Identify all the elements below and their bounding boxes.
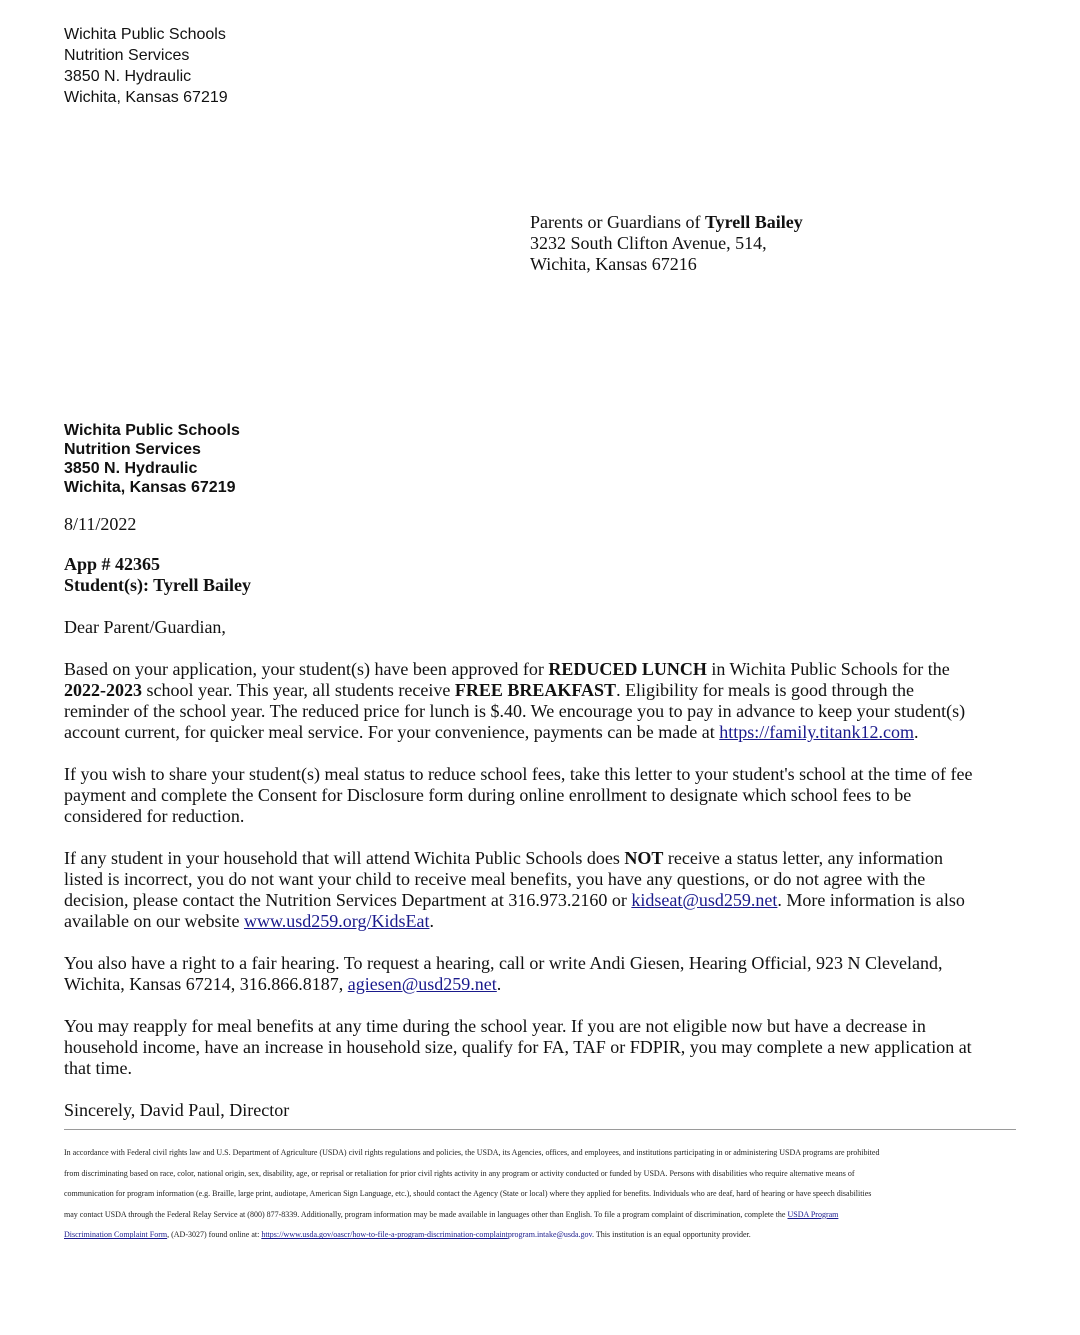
letter-date: 8/11/2022 <box>64 514 137 534</box>
text: account current, for quicker meal service. For your convenience, payments can be made at <box>64 722 720 742</box>
footer-text: . This institution is an equal opportunity provider. <box>592 1230 751 1240</box>
hearing-paragraph <box>64 953 1024 995</box>
text: . More information is also <box>777 890 965 910</box>
text: listed is incorrect, you do not want your child to receive meal benefits, you have any questions, or do not agree with the <box>64 869 926 889</box>
text: . Eligibility for meals is good through the <box>616 680 915 700</box>
emphasis-not: NOT <box>624 848 664 868</box>
sender-line: Wichita, Kansas 67219 <box>64 479 236 496</box>
text: available on our website <box>64 911 244 931</box>
contact-paragraph <box>64 848 1024 932</box>
sender-line: Nutrition Services <box>64 441 201 458</box>
sender-line: 3850 N. Hydraulic <box>64 460 198 477</box>
recipient-prefix: Parents or Guardians of <box>530 212 705 232</box>
text: receive a status letter, any information <box>663 848 944 868</box>
recipient-student-name: Tyrell Bailey <box>704 212 803 232</box>
text: in Wichita Public Schools for the <box>706 659 950 679</box>
text: Based on your application, your student(s) have been approved for <box>64 659 549 679</box>
salutation: Dear Parent/Guardian, <box>64 617 226 637</box>
program-intake-email[interactable]: program.intake@usda.gov <box>507 1230 593 1240</box>
return-address-line: Wichita Public Schools <box>64 26 226 43</box>
fee-reduction-paragraph <box>64 764 1024 827</box>
recipient-line: 3232 South Clifton Avenue, 514, <box>530 233 767 253</box>
reapply-paragraph <box>64 1016 1024 1079</box>
text: school year. This year, all students receive <box>142 680 455 700</box>
text: You also have a right to a fair hearing. To request a hearing, call or write Andi Giesen, Hearing Official, 923 N Cleveland, <box>64 953 943 973</box>
text: You may reapply for meal benefits at any time during the school year. If you are not eligible now but have a decrease in <box>64 1016 926 1036</box>
text: considered for reduction. <box>64 806 245 826</box>
footer-text: may contact USDA through the Federal Relay Service at (800) 877-8339. Additionally, program information may be made available in languages other than English. To file a program complaint of discrimination, complete the <box>64 1209 788 1219</box>
recipient-line <box>530 212 803 233</box>
app-number: App # 42365 <box>64 554 161 574</box>
sender-address <box>64 421 240 497</box>
recipient-address <box>530 212 803 275</box>
text: household income, have an increase in household size, qualify for FA, TAF or FDPIR, you may complete a new application at <box>64 1037 972 1057</box>
return-address-line: Nutrition Services <box>64 47 190 64</box>
kidseat-email-link[interactable]: kidseat@usd259.net <box>631 890 778 910</box>
return-address <box>64 24 228 108</box>
text: Wichita, Kansas 67214, 316.866.8187, <box>64 974 348 994</box>
text: reminder of the school year. The reduced price for lunch is $.40. We encourage you to pay in advance to keep your student(s) <box>64 701 966 721</box>
footer-divider <box>64 1129 1016 1130</box>
text: . <box>496 974 502 994</box>
complaint-url-link[interactable]: https://www.usda.gov/oascr/how-to-file-a-program-discrimination-complaint <box>261 1230 508 1240</box>
application-info <box>64 554 251 596</box>
kidseat-website-link[interactable]: www.usd259.org/KidsEat <box>243 911 430 931</box>
text: If any student in your household that will attend Wichita Public Schools does <box>64 848 625 868</box>
approval-paragraph <box>64 659 1024 743</box>
school-year: 2022-2023 <box>64 680 142 700</box>
text: . <box>914 722 919 742</box>
hearing-email-link[interactable]: agiesen@usd259.net <box>347 974 497 994</box>
sender-line: Wichita Public Schools <box>64 422 240 439</box>
footer-line: from discriminating based on race, color, national origin, sex, disability, age, or reprisal or retaliation for prior civil rights activity in any program or activity conducted or funded by USDA. Persons with disabilities who require alternative means of <box>64 1168 855 1178</box>
text: If you wish to share your student(s) meal status to reduce school fees, take this letter to your student's school at the time of fee <box>64 764 973 784</box>
breakfast-status: FREE BREAKFAST <box>454 680 617 700</box>
return-address-line: Wichita, Kansas 67219 <box>64 89 228 106</box>
footer-line: communication for program information (e.g. Braille, large print, audiotape, American Sign Language, etc.), should contact the Agency (State or local) where they applied for benefits. Individuals who are deaf, hard of hearing or have speech disabilities <box>64 1189 872 1199</box>
text: . <box>429 911 434 931</box>
closing-signature: Sincerely, David Paul, Director <box>64 1100 290 1120</box>
footer-text: , (AD-3027) found online at: <box>167 1230 262 1240</box>
nondiscrimination-footer <box>64 1143 1024 1246</box>
complaint-form-link[interactable]: Discrimination Complaint Form <box>64 1230 168 1240</box>
recipient-line: Wichita, Kansas 67216 <box>530 254 697 274</box>
complaint-form-link[interactable]: USDA Program <box>787 1209 839 1219</box>
meal-status: REDUCED LUNCH <box>548 659 707 679</box>
text: payment and complete the Consent for Disclosure form during online enrollment to designate which school fees to be <box>64 785 912 805</box>
student-list: Student(s): Tyrell Bailey <box>64 575 252 595</box>
text: that time. <box>64 1058 132 1078</box>
return-address-line: 3850 N. Hydraulic <box>64 68 192 85</box>
payment-link[interactable]: https://family.titank12.com <box>719 722 915 742</box>
text: decision, please contact the Nutrition Services Department at 316.973.2160 or <box>64 890 632 910</box>
footer-line: In accordance with Federal civil rights law and U.S. Department of Agriculture (USDA) civil rights regulations and policies, the USDA, its Agencies, offices, and employees, and institutions participating in or administering USDA programs are prohibited <box>64 1148 880 1157</box>
